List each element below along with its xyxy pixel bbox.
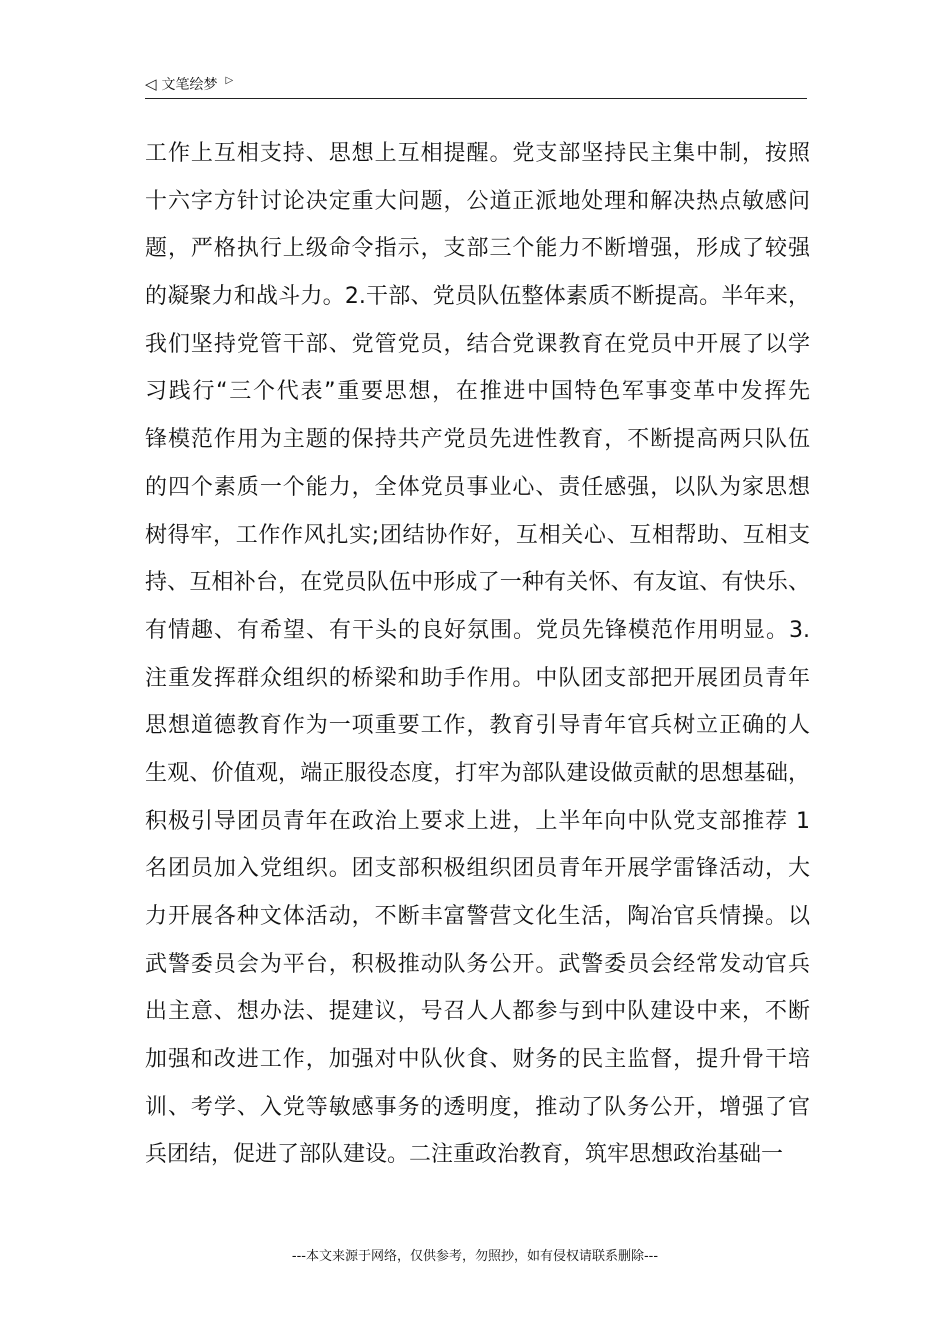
- body-line: 习践行“三个代表”重要思想，在推进中国特色军事变革中发挥先: [145, 379, 810, 405]
- body-text: [145, 130, 810, 1179]
- body-line: 生观、价值观，端正服役态度，打牢为部队建设做贡献的思想基础，: [145, 760, 810, 786]
- page-header: [145, 72, 807, 99]
- body-line: 持、互相补台，在党员队伍中形成了一种有关怀、有友谊、有快乐、: [145, 570, 810, 596]
- body-line: 名团员加入党组织。团支部积极组织团员青年开展学雷锋活动，大: [145, 856, 810, 882]
- body-line: 工作上互相支持、思想上互相提醒。党支部坚持民主集中制，按照: [145, 141, 810, 166]
- left-triangle-icon: ◁: [145, 74, 157, 93]
- body-line: 积极引导团员青年在政治上要求上进，上半年向中队党支部推荐 1: [145, 808, 810, 834]
- body-line: 有情趣、有希望、有干头的良好氛围。党员先锋模范作用明显。3.: [145, 617, 810, 643]
- body-line: 出主意、想办法、提建议，号召人人都参与到中队建设中来，不断: [145, 999, 810, 1025]
- body-line: 训、考学、入党等敏感事务的透明度，推动了队务公开，增强了官: [145, 1094, 810, 1120]
- body-line: 的四个素质一个能力，全体党员事业心、责任感强，以队为家思想: [145, 474, 810, 500]
- header-title: 文笔绘梦: [161, 77, 218, 93]
- body-line: 锋模范作用为主题的保持共产党员先进性教育，不断提高两只队伍: [145, 427, 810, 453]
- body-line: 题，严格执行上级命令指示，支部三个能力不断增强，形成了较强: [145, 236, 810, 262]
- footer-disclaimer: ---本文来源于网络，仅供参考，勿照抄，如有侵权请联系删除---: [291, 1249, 659, 1264]
- body-line: 武警委员会为平台，积极推动队务公开。武警委员会经常发动官兵: [145, 951, 810, 977]
- body-line: 加强和改进工作，加强对中队伙食、财务的民主监督，提升骨干培: [145, 1047, 810, 1073]
- body-line: 兵团结，促进了部队建设。二注重政治教育，筑牢思想政治基础一: [145, 1142, 784, 1168]
- body-line: 注重发挥群众组织的桥梁和助手作用。中队团支部把开展团员青年: [145, 665, 810, 691]
- body-line: 的凝聚力和战斗力。2.干部、党员队伍整体素质不断提高。半年来，: [145, 284, 810, 310]
- body-line: 树得牢，工作作风扎实;团结协作好，互相关心、互相帮助、互相支: [145, 522, 810, 548]
- body-line: 力开展各种文体活动，不断丰富警营文化生活，陶冶官兵情操。以: [145, 904, 810, 929]
- body-line: 我们坚持党管干部、党管党员，结合党课教育在党员中开展了以学: [145, 331, 810, 357]
- body-line: 思想道德教育作为一项重要工作，教育引导青年官兵树立正确的人: [145, 713, 810, 739]
- right-triangle-icon: ▷: [225, 75, 234, 86]
- body-line: 十六字方针讨论决定重大问题，公道正派地处理和解决热点敏感问: [145, 188, 810, 214]
